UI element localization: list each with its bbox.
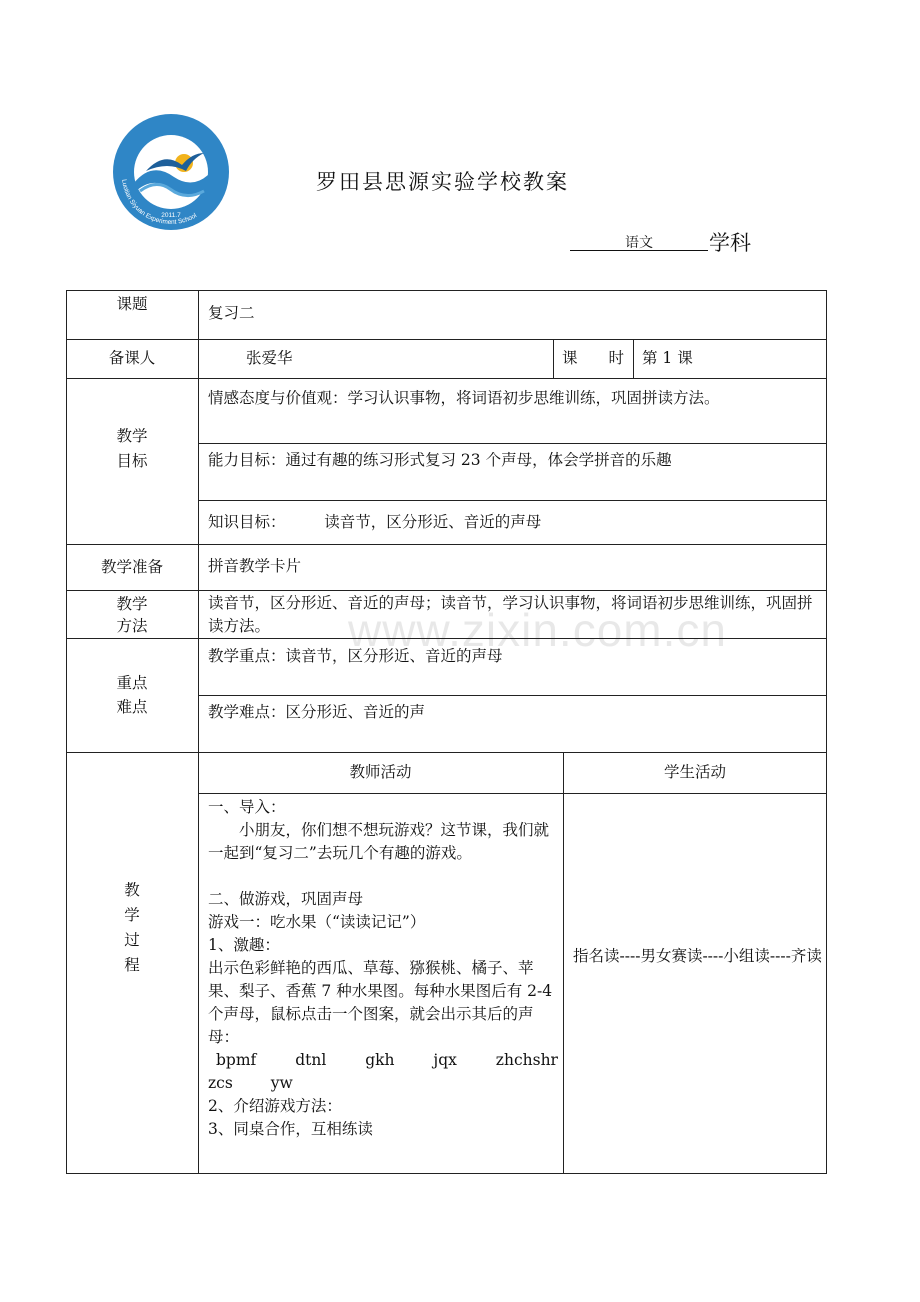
consonant-group: yw bbox=[270, 1074, 293, 1092]
logo-year: 2011.7 bbox=[161, 212, 181, 219]
objective-knowledge: 知识目标： 读音节，区分形近、音近的声母 bbox=[208, 513, 542, 531]
consonant-group: bpmf bbox=[216, 1051, 257, 1069]
method-value: 读音节，区分形近、音近的声母；读音节，学习认识事物，将词语初步思维训练，巩固拼读方法。 bbox=[208, 594, 813, 635]
objective-emotion: 情感态度与价值观：学习认识事物，将词语初步思维训练，巩固拼读方法。 bbox=[208, 389, 720, 407]
key-point: 教学重点：读音节，区分形近、音近的声母 bbox=[208, 647, 503, 665]
method-label-line1: 教学 bbox=[116, 595, 148, 613]
table-divider bbox=[66, 339, 827, 340]
logo-ring-text bbox=[112, 113, 211, 116]
consonant-group: zhchshr bbox=[495, 1051, 558, 1069]
table-border-right bbox=[826, 290, 827, 1174]
table-divider bbox=[198, 500, 827, 501]
consonant-group: zcs bbox=[208, 1074, 233, 1092]
table-divider bbox=[198, 695, 827, 696]
objectives-label-line2: 目标 bbox=[116, 452, 148, 470]
teacher-line: 3、同桌合作，互相练读 bbox=[208, 1120, 373, 1138]
teacher-paragraph: 小朋友，你们想不想玩游戏？这节课，我们就一起到“复习二”去玩几个有趣的游戏。 bbox=[208, 821, 550, 862]
logo-english-text: Luotian Siyuan Experiment School bbox=[120, 178, 199, 227]
teacher-line: 一、导入： bbox=[208, 798, 286, 816]
document-title: 罗田县思源实验学校教案 bbox=[316, 170, 569, 194]
teacher-line: 2、介绍游戏方法： bbox=[208, 1097, 342, 1115]
difficult-point: 教学难点：区分形近、音近的声 bbox=[208, 703, 426, 721]
process-label-char: 教 bbox=[124, 881, 140, 899]
table-divider bbox=[198, 793, 827, 794]
keypoints-label-line2: 难点 bbox=[116, 698, 148, 716]
subject-value: 语文 bbox=[570, 228, 708, 251]
process-label-char: 过 bbox=[124, 931, 140, 949]
table-divider bbox=[66, 590, 827, 591]
topic-label: 课题 bbox=[116, 295, 148, 313]
teacher-line: 游戏一：吃水果（“读读记记”） bbox=[208, 913, 426, 931]
lesson-plan-table bbox=[66, 290, 827, 1174]
table-divider bbox=[563, 752, 564, 1174]
period-label: 课 时 bbox=[562, 349, 625, 367]
table-divider bbox=[66, 752, 827, 753]
table-divider bbox=[553, 339, 554, 378]
teacher-line: 1、激趣： bbox=[208, 936, 280, 954]
objectives-label-line1: 教学 bbox=[116, 427, 148, 445]
topic-value: 复习二 bbox=[208, 304, 255, 322]
keypoints-label-line1: 重点 bbox=[116, 674, 148, 692]
consonant-group: dtnl bbox=[295, 1051, 327, 1069]
school-logo bbox=[112, 113, 230, 231]
table-border-left bbox=[66, 290, 67, 1174]
table-divider bbox=[198, 443, 827, 444]
process-label-char: 学 bbox=[124, 906, 140, 924]
table-divider bbox=[633, 339, 634, 378]
process-label-char: 程 bbox=[124, 956, 140, 974]
preparation-label: 教学准备 bbox=[100, 558, 163, 576]
consonant-list-2 bbox=[208, 1072, 293, 1095]
preparer-value: 张爱华 bbox=[246, 349, 293, 367]
consonant-group: gkh bbox=[365, 1051, 395, 1069]
watermark: www.zixin.com.cn bbox=[348, 604, 727, 656]
table-divider bbox=[66, 544, 827, 545]
preparation-value: 拼音教学卡片 bbox=[208, 557, 302, 575]
preparer-label: 备课人 bbox=[108, 349, 156, 367]
table-border-bottom bbox=[66, 1173, 827, 1174]
consonant-group: jqx bbox=[433, 1051, 457, 1069]
consonant-list bbox=[208, 1049, 558, 1072]
teacher-paragraph: 出示色彩鲜艳的西瓜、草莓、猕猴桃、橘子、苹果、梨子、香蕉 7 种水果图。每种水果图后有 2-4 个声母，鼠标点击一个图案，就会出示其后的声母： bbox=[208, 959, 553, 1046]
student-activity: 指名读----男女赛读----小组读----齐读 bbox=[573, 947, 822, 965]
table-divider bbox=[66, 378, 827, 379]
period-value: 第 1 课 bbox=[642, 349, 693, 367]
table-divider bbox=[198, 290, 199, 1174]
method-label-line2: 方法 bbox=[116, 617, 148, 635]
objective-ability: 能力目标：通过有趣的练习形式复习 23 个声母，体会学拼音的乐趣 bbox=[208, 451, 672, 469]
teacher-line: 二、做游戏，巩固声母 bbox=[208, 890, 364, 908]
student-activity-header: 学生活动 bbox=[663, 763, 726, 781]
teacher-activity-header: 教师活动 bbox=[349, 763, 412, 781]
subject-label: 学科 bbox=[709, 231, 751, 255]
table-border-top bbox=[66, 290, 827, 291]
